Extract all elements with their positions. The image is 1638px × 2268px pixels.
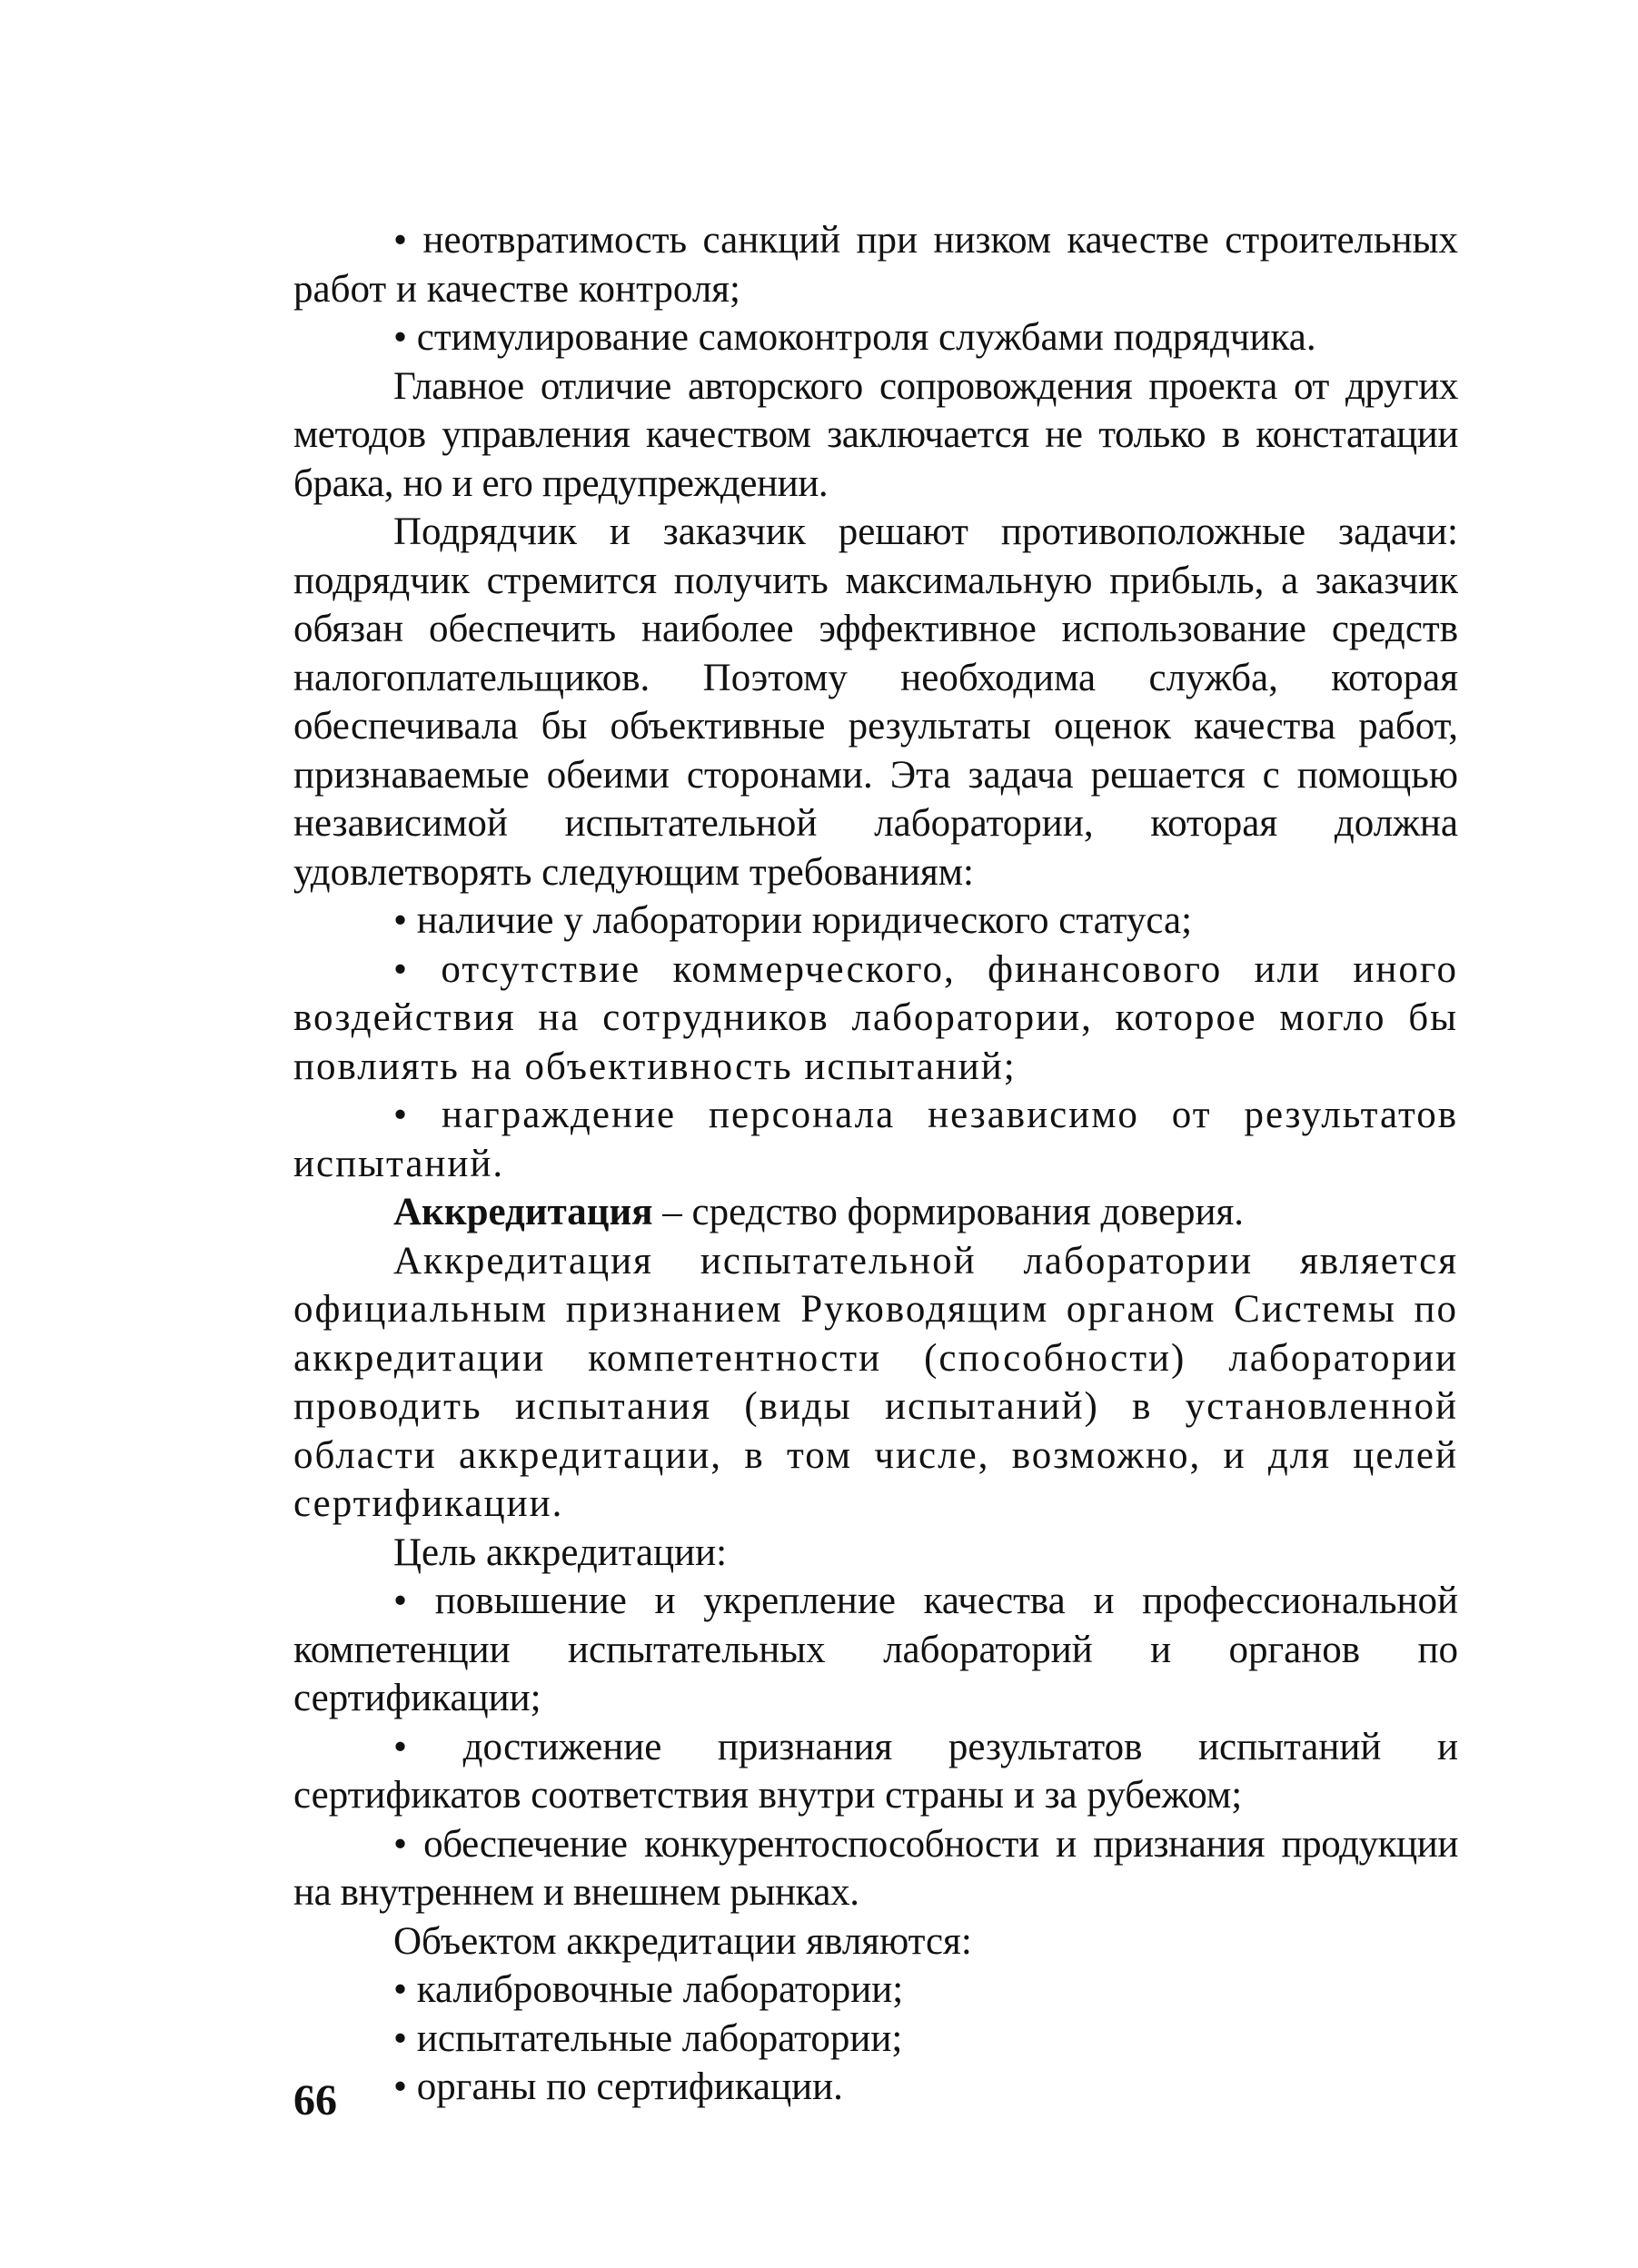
paragraph-author-supervision: Главное отличие авторского сопровождения проекта от других методов управления качеством заключается не только в констатации брака, но и его предупреждении. [293,364,1458,505]
page-number: 66 [293,2076,337,2124]
bullet-self-control: • стимулирование самоконтроля службами подрядчика. [393,316,1316,359]
bullet-sanctions: • неотвратимость санкций при низком качестве строительных работ и качестве контроля; [293,219,1458,311]
bullet-calibration-labs: • калибровочные лаборатории; [393,1968,904,2011]
bullet-testing-labs: • испытательные лаборатории; [393,2016,903,2060]
bullet-no-influence: • отсутствие коммерческого, финансового или иного воздействия на сотрудников лаборатории, которое могло бы повлиять на объективность испытаний; [293,947,1458,1088]
bullet-legal-status: • наличие у лаборатории юридического статуса; [393,899,1193,942]
heading-accreditation-goal: Цель аккредитации: [393,1530,728,1574]
definition-accreditation [293,1188,1458,1237]
paragraph-accreditation-official: Аккредитация испытательной лаборатории является официальным признанием Руководящим органом Системы по аккредитации компетентности (способности) лаборатории проводить испытания (виды испытаний) в установленной области аккредитации, в том числе, возможно, и для целей сертификации. [293,1239,1458,1525]
definition-text: – средство формирования доверия. [652,1191,1245,1233]
paragraph-contractor-customer: Подрядчик и заказчик решают противоположные задачи: подрядчик стремится получить максимальную прибыль, а заказчик обязан обеспечить наиболее эффективное использование средств налогоплательщиков. Поэтому необходима служба, которая обеспечивала бы объективные результаты оценок качества работ, признаваемые обеими сторонами. Эта задача решается с помощью независимой испытательной лаборатории, которая должна удовлетворять следующим требованиям: [293,510,1458,894]
bullet-recognition: • достижение признания результатов испытаний и сертификатов соответствия внутри страны и за рубежом; [293,1725,1458,1817]
body-text [293,216,1458,2112]
bullet-certification-bodies: • органы по сертификации. [393,2065,843,2108]
bullet-competence: • повышение и укрепление качества и профессиональной компетенции испытательных лабораторий и органов по сертификации; [293,1580,1458,1719]
heading-accreditation-objects: Объектом аккредитации являются: [393,1919,972,1963]
bullet-competitiveness: • обеспечение конкурентоспособности и признания продукции на внутреннем и внешнем рынках. [293,1822,1458,1914]
definition-term: Аккредитация [393,1191,653,1233]
bullet-reward: • награждение персонала независимо от результатов испытаний. [293,1094,1458,1185]
